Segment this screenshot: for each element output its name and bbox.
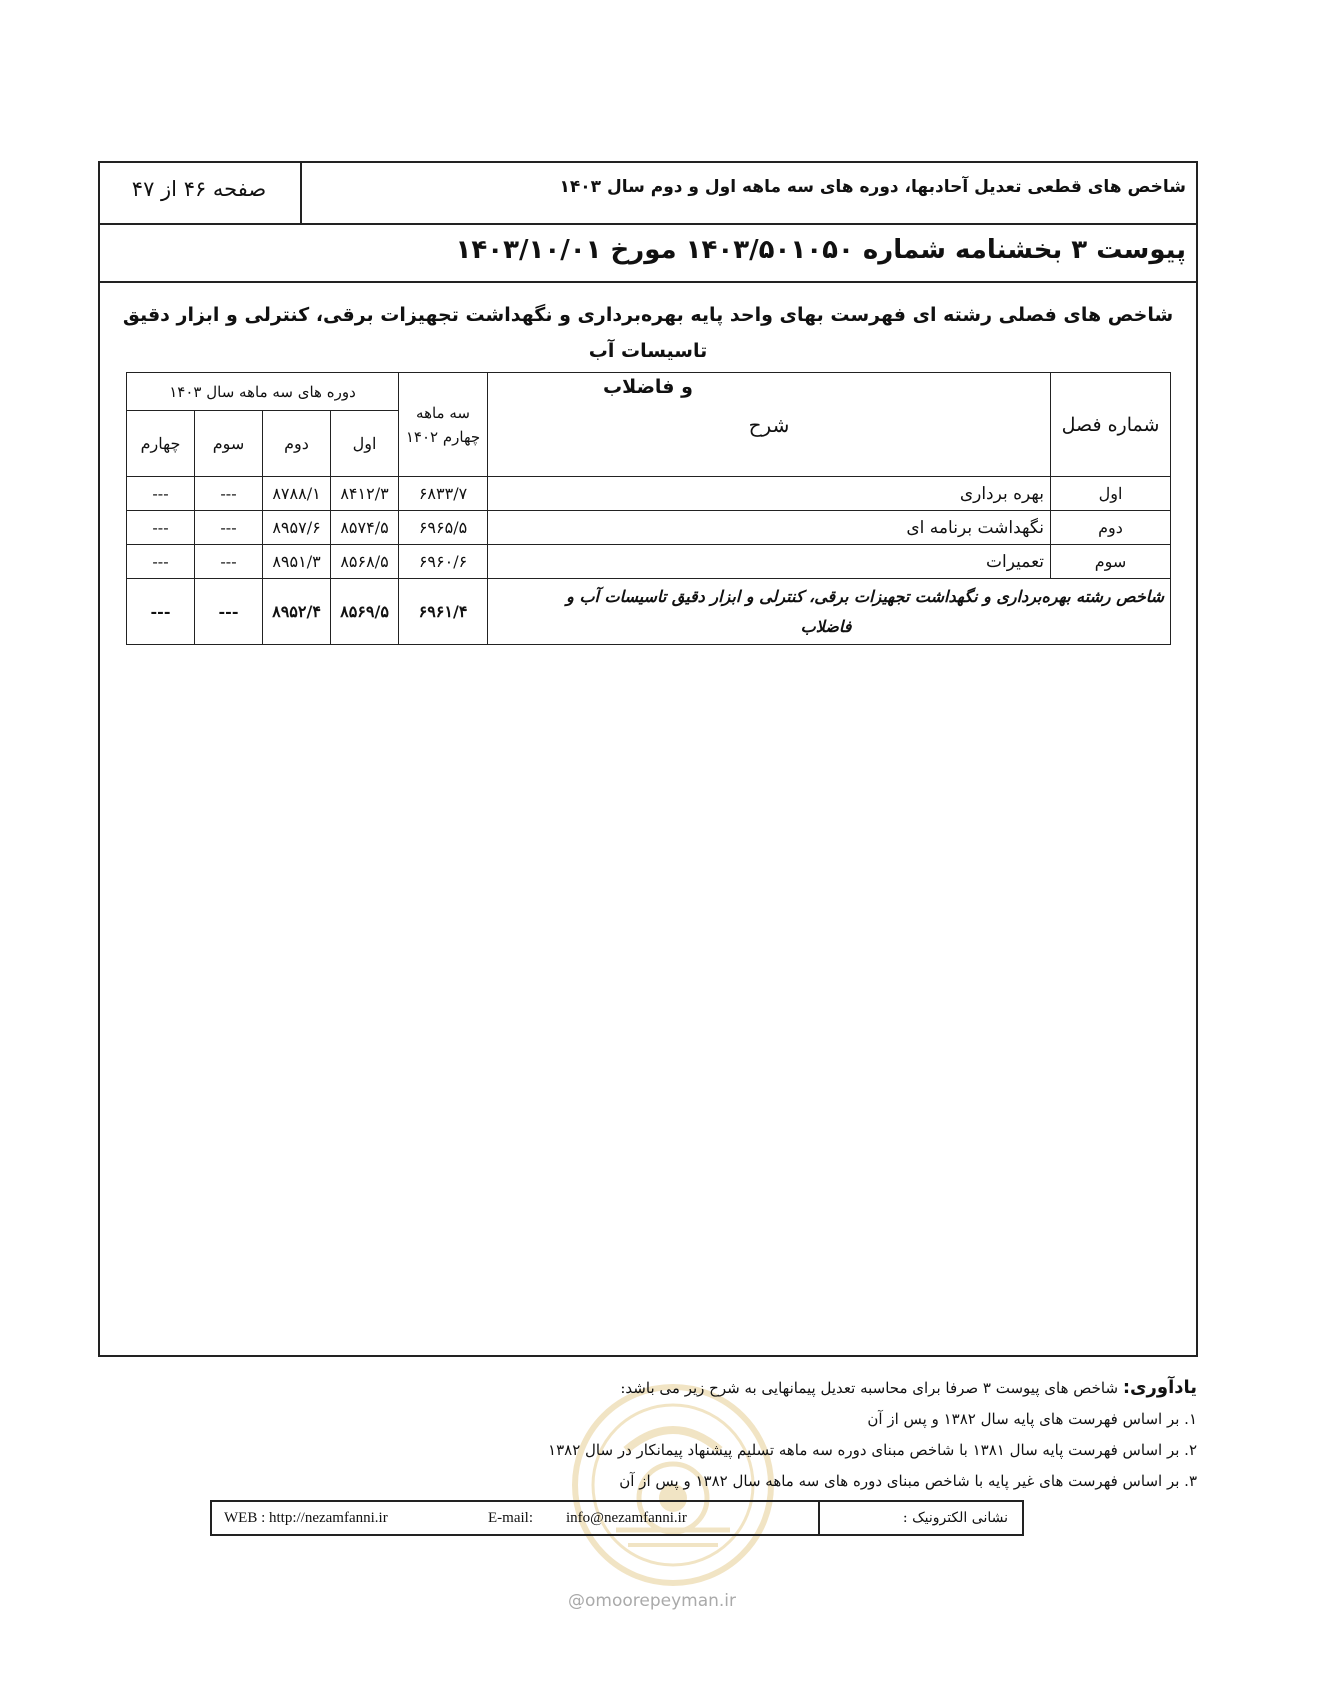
col-q2-header: دوم bbox=[263, 411, 331, 477]
header-title: شاخص های قطعی تعدیل آحادبها، دوره های سه ماهه اول و دوم سال ۱۴۰۳ bbox=[300, 163, 1196, 223]
cell-q1: ۸۴۱۲/۳ bbox=[331, 477, 399, 511]
notes-section bbox=[437, 1372, 1197, 1497]
email-label: E-mail: bbox=[488, 1510, 533, 1526]
total-q1: ۸۵۶۹/۵ bbox=[331, 579, 399, 645]
table-row bbox=[127, 477, 1171, 511]
col-prev-line2: چهارم ۱۴۰۲ bbox=[405, 427, 481, 446]
total-desc-line2: فاضلاب bbox=[800, 616, 852, 636]
page-number: صفحه ۴۶ از ۴۷ bbox=[131, 177, 267, 201]
cell-q3: --- bbox=[195, 545, 263, 579]
section-title-line1: شاخص های فصلی رشته ای فهرست بهای واحد پایه بهره‌برداری و نگهداشت تجهیزات برقی، کنترلی و ابزار دقیق تاسیسات آب bbox=[122, 304, 1174, 362]
total-desc bbox=[488, 579, 1171, 645]
col-prev-header bbox=[399, 373, 488, 477]
col-q1-header: اول bbox=[331, 411, 399, 477]
cell-chapter: سوم bbox=[1051, 545, 1171, 579]
email-link[interactable]: info@nezamfanni.ir bbox=[566, 1510, 687, 1526]
index-table bbox=[126, 372, 1171, 645]
col-q4-header: چهارم bbox=[127, 411, 195, 477]
total-q2: ۸۹۵۲/۴ bbox=[263, 579, 331, 645]
notes-intro: شاخص های پیوست ۳ صرفا برای محاسبه تعدیل پیمانهایی به شرح زیر می باشد: bbox=[620, 1379, 1123, 1397]
note-item: ۱. بر اساس فهرست های پایه سال ۱۳۸۲ و پس از آن bbox=[867, 1410, 1197, 1428]
header-row bbox=[100, 163, 1196, 225]
document-frame bbox=[98, 161, 1198, 1357]
cell-q2: ۸۹۵۱/۳ bbox=[263, 545, 331, 579]
note-item: ۳. بر اساس فهرست های غیر پایه با شاخص مبنای دوره های سه ماهه سال ۱۳۸۲ و پس از آن bbox=[619, 1472, 1197, 1490]
notes-lead: یادآوری: bbox=[1122, 1377, 1197, 1398]
cell-q1: ۸۵۷۴/۵ bbox=[331, 511, 399, 545]
total-desc-line1: شاخص رشته بهره‌برداری و نگهداشت تجهیزات برقی، کنترلی و ابزار دقیق تاسیسات آب و bbox=[566, 586, 1164, 606]
contact-box bbox=[210, 1500, 1024, 1536]
total-q3: --- bbox=[195, 579, 263, 645]
cell-q4: --- bbox=[127, 511, 195, 545]
table-row bbox=[127, 511, 1171, 545]
notes-intro-line bbox=[437, 1372, 1197, 1404]
site-watermark: @omoorepeyman.ir bbox=[568, 1591, 737, 1611]
cell-q4: --- bbox=[127, 477, 195, 511]
cell-q4: --- bbox=[127, 545, 195, 579]
col-q3-header: سوم bbox=[195, 411, 263, 477]
cell-desc: بهره برداری bbox=[488, 477, 1051, 511]
table-header-row bbox=[127, 373, 1171, 411]
contact-label: نشانی الکترونیک : bbox=[818, 1502, 1022, 1534]
annex-title: پیوست ۳ بخشنامه شماره ۱۴۰۳/۵۰۱۰۵۰ مورخ ۱۴۰۳/۱۰/۰۱ bbox=[100, 225, 1196, 283]
website-link[interactable]: WEB : http://nezamfanni.ir bbox=[224, 1510, 388, 1526]
table-total-row bbox=[127, 579, 1171, 645]
cell-chapter: دوم bbox=[1051, 511, 1171, 545]
cell-q2: ۸۷۸۸/۱ bbox=[263, 477, 331, 511]
cell-chapter: اول bbox=[1051, 477, 1171, 511]
cell-prev: ۶۹۶۰/۶ bbox=[399, 545, 488, 579]
col-chapter-header: شماره فصل bbox=[1051, 373, 1171, 477]
total-q4: --- bbox=[127, 579, 195, 645]
cell-q1: ۸۵۶۸/۵ bbox=[331, 545, 399, 579]
cell-q2: ۸۹۵۷/۶ bbox=[263, 511, 331, 545]
section-title-line2: و فاضلاب bbox=[603, 376, 693, 398]
cell-q3: --- bbox=[195, 511, 263, 545]
cell-desc: نگهداشت برنامه ای bbox=[488, 511, 1051, 545]
col-desc-header: شرح bbox=[488, 373, 1051, 477]
table-row bbox=[127, 545, 1171, 579]
quarter-group-header: دوره های سه ماهه سال ۱۴۰۳ bbox=[127, 373, 399, 411]
cell-prev: ۶۸۳۳/۷ bbox=[399, 477, 488, 511]
cell-prev: ۶۹۶۵/۵ bbox=[399, 511, 488, 545]
cell-q3: --- bbox=[195, 477, 263, 511]
total-prev: ۶۹۶۱/۴ bbox=[399, 579, 488, 645]
col-prev-line1: سه ماهه bbox=[416, 403, 470, 422]
note-item: ۲. بر اساس فهرست پایه سال ۱۳۸۱ با شاخص مبنای دوره سه ماهه تسلیم پیشنهاد پیمانکار در سال ۱۳۸۲ bbox=[548, 1441, 1197, 1459]
cell-desc: تعمیرات bbox=[488, 545, 1051, 579]
